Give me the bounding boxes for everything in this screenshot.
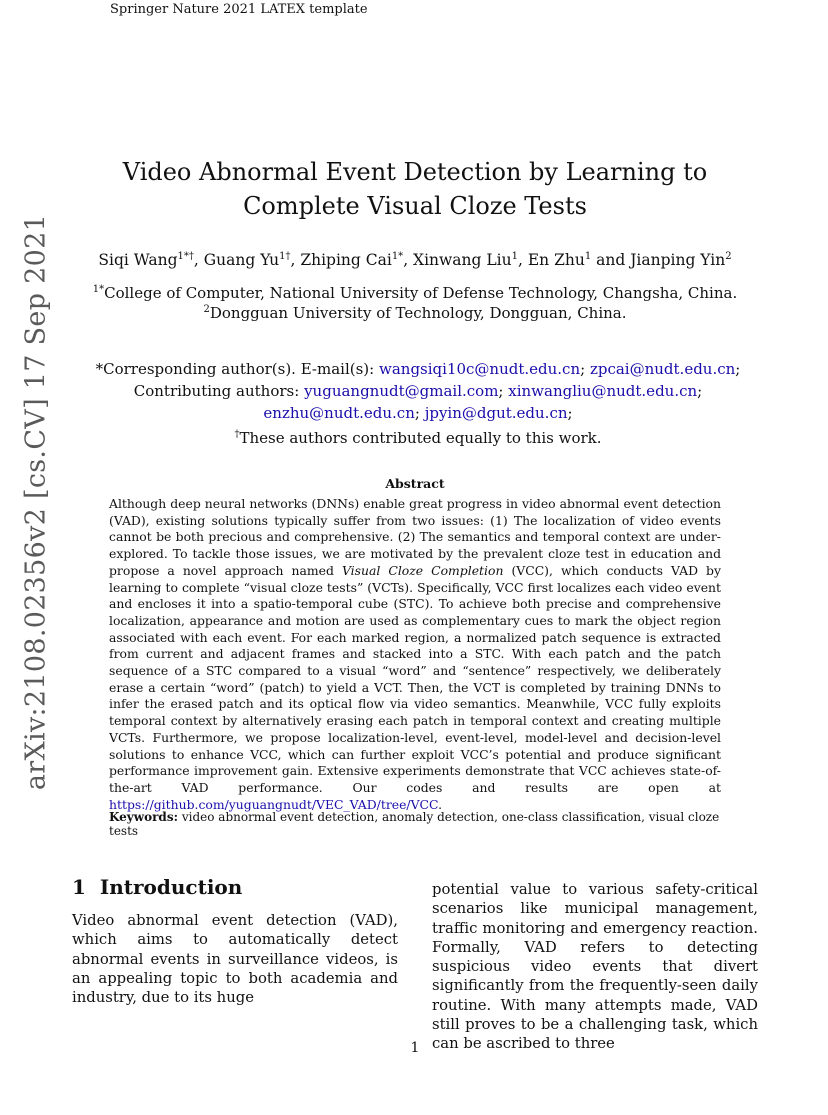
abstract-body [109,496,721,813]
email-link[interactable]: zpcai@nudt.edu.cn [589,360,736,378]
author-marks: 1*† [177,251,194,262]
page-number: 1 [410,1040,420,1056]
equal-contribution-note: These authors contributed equally to this work. [239,429,602,447]
author-marks: 2 [725,251,732,262]
dagger-mark: † [234,429,240,440]
author-list: Siqi Wang$^{1*\dagger}$, Guang $Yu^{1\dagger}$, Zhiping Cai$^{1*}$, Xinwang Liu$^1$, En Zhu$^1$ and Jianping Yin$^2$ [98,251,732,269]
section-title: Introduction [99,875,243,899]
author-name: Jianping Yin [630,251,726,269]
intro-column-left: Video abnormal event detection (VAD), which aims to automatically detect abnormal events in surveillance videos, is an appealing topic to both academia and industry, due to its huge [72,912,398,1007]
intro-column-right: potential value to various safety-critical scenarios like municipal management, traffic monitoring and emergency reaction. Formally, VAD refers to detecting suspicious video events that divert significantly from the frequently-seen daily routine. With many attempts made, VAD still proves to be a challenging task, which can be ascribed to three [432,881,758,1053]
email-link[interactable]: wangsiqi10c@nudt.edu.cn [379,360,581,378]
author-marks: 1* [391,251,404,262]
contributing-label: Contributing authors: [133,382,300,400]
email-link[interactable]: yuguangnudt@gmail.com [304,382,499,400]
author-name: Zhiping Cai [300,251,392,269]
arxiv-identifier[interactable]: arXiv:2108.02356v2 [cs.CV] 17 Sep 2021 [20,213,52,791]
running-header: Springer Nature 2021 LATEX template [110,2,368,17]
keywords-line [109,810,749,838]
section-heading [72,875,242,899]
keywords-text: video abnormal event detection, anomaly detection, one-class classification, visual cloze tests [109,810,720,838]
method-name: Visual Cloze Completion [341,562,504,578]
abstract-text: (VCC), which conducts VAD by learning to complete “visual cloze tests” (VCTs). Specifically, VCC first localizes each video event and encloses it into a spatio-temporal cube (STC). To achieve both precise and comprehensive localization, appearance and motion are used as complementary cues to mark the object region associated with each event. For each marked region, a normalized patch sequence is extracted from current and adjacent frames and stacked into a STC. With each patch and the patch sequence of a STC compared to a visual “word” and “sentence” respectively, we deliberately erase a certain “word” (patch) to yield a VCT. Then, the VCT is completed by training DNNs to infer the erased patch and its optical flow via video semantics. Meanwhile, VCC fully exploits temporal context by alternatively erasing each patch in temporal context and creating multiple VCTs. Furthermore, we propose localization-level, event-level, model-level and decision-level solutions to enhance VCC, which can further exploit VCC’s potential and produce significant performance improvement gain. Extensive experiments demonstrate that VCC achieves state-of-the-art VAD performance. Our codes and results are open at [109,562,721,795]
correspondence-block: *Corresponding author(s). E-mail(s): wangsiqi10c@nudt.edu.cn; zpcai@nudt.edu.cn; Contributing authors: yuguangnudt@gmail.com; xinwangliu@nudt.edu.cn; enzhu@nudt.edu.cn; jpyin@dgut.edu.cn; †These authors contributed equally to this work. [95,360,741,447]
abstract-end: . [438,796,443,812]
author-marks: 1 [511,251,518,262]
email-link[interactable]: enzhu@nudt.edu.cn [263,404,415,422]
affiliation-1 [60,284,770,302]
author-name: Guang Yu [203,251,280,269]
keywords-label: Keywords: [109,810,179,824]
affiliation-mark: 2 [203,304,210,315]
abstract-heading: Abstract [385,476,445,491]
arxiv-sidebar [12,213,60,791]
paper-title: Video Abnormal Event Detection by Learning to Complete Visual Cloze Tests [122,158,708,220]
author-name: Xinwang Liu [413,251,512,269]
email-link[interactable]: jpyin@dgut.edu.cn [424,404,568,422]
author-name: En Zhu [527,251,585,269]
affiliation-text: College of Computer, National University of Defense Technology, Changsha, China. [104,284,738,302]
section-number: 1 [72,875,86,899]
code-link[interactable]: https://github.com/yuguangnudt/VEC_VAD/tree/VCC [109,796,439,812]
corresponding-label: *Corresponding author(s). E-mail(s): [95,360,375,378]
author-marks: 1† [279,251,291,262]
affiliation-2 [60,304,770,322]
affiliation-text: Dongguan University of Technology, Dongguan, China. [209,304,627,322]
affiliation-mark: 1* [92,284,105,295]
abstract-text: Although deep neural networks (DNNs) enable great progress in video abnormal event detection (VAD), existing solutions typically suffer from two issues: (1) The localization of video events cannot be both precious and comprehensive. (2) The semantics and temporal context are under-explored. To tackle those issues, we are motivated by the prevalent cloze test in education and propose a novel approach named [109,496,721,578]
author-marks: 1 [584,251,592,262]
author-name: Siqi Wang [98,251,178,269]
email-link[interactable]: xinwangliu@nudt.edu.cn [508,382,698,400]
